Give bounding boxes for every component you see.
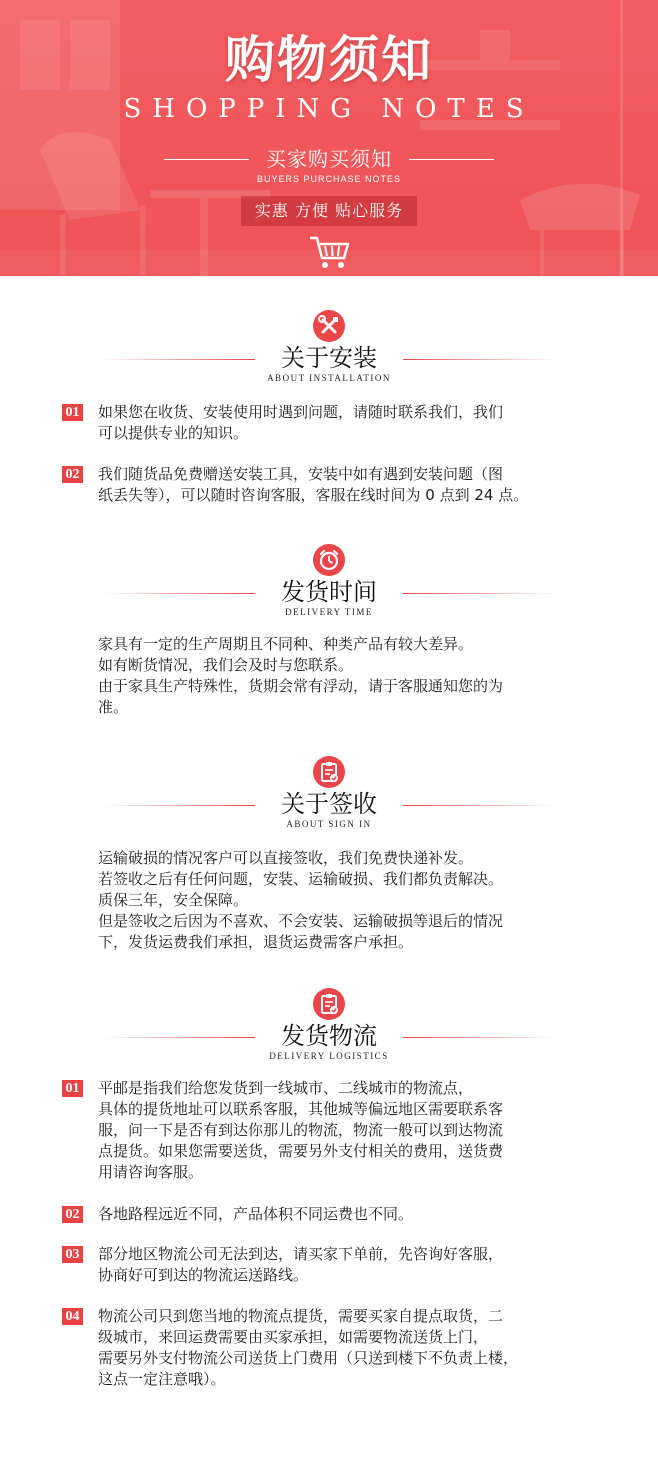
item-number-badge: 01 — [62, 404, 83, 421]
section-title: 发货物流 — [281, 1022, 377, 1050]
item-number-badge: 01 — [62, 1080, 83, 1097]
item-number-badge: 02 — [62, 466, 83, 483]
item-text: 物流公司只到您当地的物流点提货，需要买家自提点取货，二 级城市，来回运费需要由买家承担，如需要物流送货上门， 需要另外支付物流公司送货上门费用（只送到楼下不负责上楼， 这点一定注意哦）。 — [98, 1307, 519, 1388]
section-paragraph: 运输破损的情况客户可以直接签收，我们免费快递补发。 若签收之后有任何问题，安装、运输破损、我们都负责解决。 质保三年，安全保障。 但是签收之后因为不喜欢、不会安装、运输破损等退后的情况 下，发货运费我们承担，退货运费需客户承担。 — [98, 849, 504, 951]
banner-tagline: 实惠 方便 贴心服务 — [241, 196, 417, 226]
buyers-notes-en: BUYERS PURCHASE NOTES — [256, 174, 402, 184]
clipboard-check-icon — [313, 988, 345, 1020]
section-heading — [0, 344, 658, 384]
item-number-badge: 03 — [62, 1246, 83, 1263]
item-text: 如果您在收货、安装使用时遇到问题，请随时联系我们，我们 可以提供专业的知识。 — [98, 403, 504, 442]
item-text: 平邮是指我们给您发货到一线城市、二线城市的物流点， 具体的提货地址可以联系客服，其他城等偏远地区需要联系客 服，问一下是否有到达你那儿的物流，物流一般可以到达物流 点提货。如果您需要送货，需要另外支付相关的费用，送货费 用请咨询客服。 — [98, 1079, 504, 1181]
buyers-notes-heading — [0, 146, 658, 186]
item-text: 部分地区物流公司无法到达，请买家下单前，先咨询好客服， 协商好可到达的物流运送路线。 — [98, 1245, 504, 1284]
item-text: 我们随货品免费赠送安装工具，安装中如有遇到安装问题（图 纸丢失等），可以随时咨询客服，客服在线时间为 0 点到 24 点。 — [98, 465, 529, 504]
item-number-badge: 04 — [62, 1308, 83, 1325]
shopping-cart-icon — [308, 232, 352, 272]
section-heading — [0, 578, 658, 618]
section-heading — [0, 1022, 658, 1062]
clipboard-check-icon — [313, 756, 345, 788]
divider-line — [164, 159, 249, 160]
section-title: 发货时间 — [281, 578, 377, 606]
section-title: 关于安装 — [281, 344, 377, 372]
section-title-en: ABOUT INSTALLATION — [267, 373, 391, 383]
tools-icon — [313, 310, 345, 342]
divider-line — [409, 159, 494, 160]
buyers-notes-cn: 买家购买须知 — [266, 147, 392, 171]
section-heading — [0, 790, 658, 830]
item-number-badge: 02 — [62, 1206, 83, 1223]
banner-subtitle: SHOPPING NOTES — [123, 94, 535, 124]
section-title-en: DELIVERY LOGISTICS — [269, 1051, 389, 1061]
section-paragraph: 家具有一定的生产周期且不同种、种类产品有较大差异。 如有断货情况，我们会及时与您联系。 由于家具生产特殊性，货期会常有浮动，请于客服通知您的为 准。 — [98, 635, 504, 716]
alarm-clock-icon — [313, 544, 345, 576]
item-text: 各地路程远近不同，产品体积不同运费也不同。 — [98, 1205, 414, 1223]
section-title: 关于签收 — [281, 790, 377, 818]
section-title-en: DELIVERY TIME — [285, 607, 373, 617]
banner — [0, 0, 658, 276]
section-title-en: ABOUT SIGN IN — [286, 819, 372, 829]
banner-title: 购物须知 — [225, 30, 433, 89]
